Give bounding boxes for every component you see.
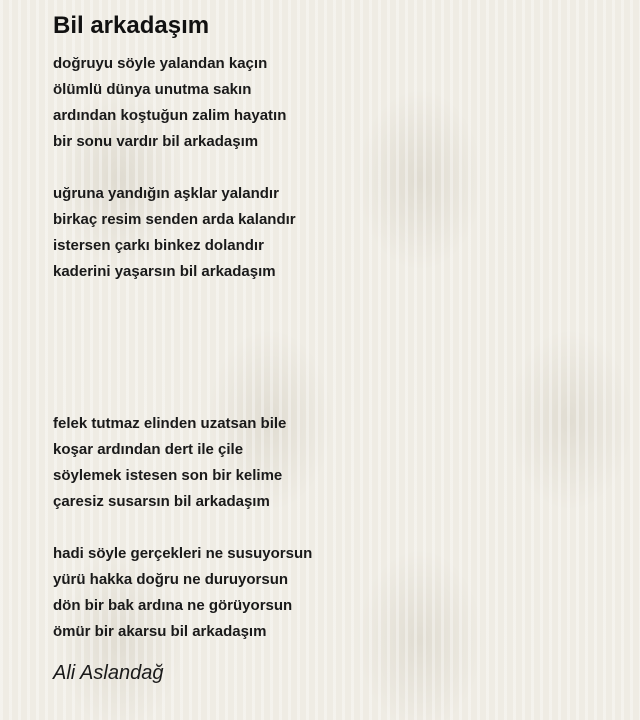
poem-line: çaresiz susarsın bil arkadaşım xyxy=(53,493,270,510)
poem-line: ömür bir akarsu bil arkadaşım xyxy=(53,623,267,640)
poem-line: doğruyu söyle yalandan kaçın xyxy=(53,55,268,72)
poem-line: uğruna yandığın aşklar yalandır xyxy=(53,185,279,202)
poem-line: yürü hakka doğru ne duruyorsun xyxy=(53,571,289,588)
poem-line: ölümlü dünya unutma sakın xyxy=(53,81,252,98)
poem-line: kaderini yaşarsın bil arkadaşım xyxy=(53,263,276,280)
poem-title: Bil arkadaşım xyxy=(53,12,210,39)
poem-line: koşar ardından dert ile çile xyxy=(53,441,244,458)
poem-line: felek tutmaz elinden uzatsan bile xyxy=(53,415,287,432)
poem-line: söylemek istesen son bir kelime xyxy=(53,467,283,484)
poem-line: ardından koştuğun zalim hayatın xyxy=(53,107,287,124)
poem-author: Ali Aslandağ xyxy=(53,662,164,684)
poem-line: birkaç resim senden arda kalandır xyxy=(53,211,296,228)
poem-line: hadi söyle gerçekleri ne susuyorsun xyxy=(53,545,313,562)
poem-line: istersen çarkı binkez dolandır xyxy=(53,237,264,254)
poem-line: bir sonu vardır bil arkadaşım xyxy=(53,133,259,150)
poem-line: dön bir bak ardına ne görüyorsun xyxy=(53,597,293,614)
